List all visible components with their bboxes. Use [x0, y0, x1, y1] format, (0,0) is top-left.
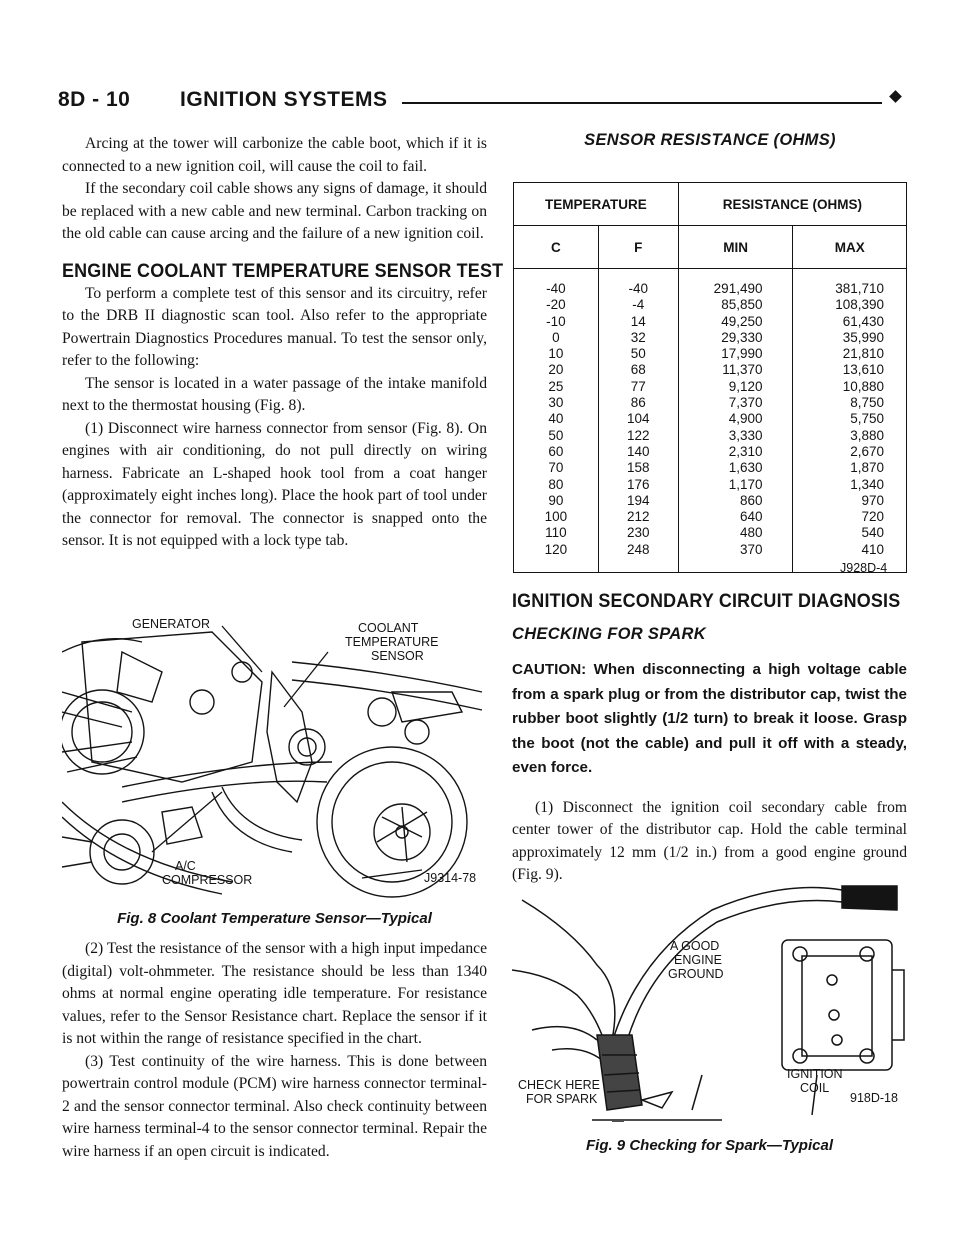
label-check: CHECK HERE	[518, 1078, 600, 1092]
page-section-title: IGNITION SYSTEMS	[180, 88, 388, 111]
table-title: SENSOR RESISTANCE (OHMS)	[584, 131, 836, 149]
caution-note: CAUTION: When disconnecting a high voltage cable from a spark plug or from the distributor cap, twist the rubber boot slightly (1/2 turn) to break it loose. Grasp the boot (not the cable) and pull it off with a steady, even force.	[512, 661, 907, 776]
table-cell: -40 -4 14 32 50 68 77 86 104 122 140 158 176 194 212 230 248	[598, 269, 678, 573]
diamond-icon	[889, 90, 902, 103]
column-header: MIN	[678, 226, 793, 269]
column-header: MAX	[793, 226, 907, 269]
coolant-sensor-illustration	[62, 612, 487, 902]
checking-spark-illustration	[512, 860, 907, 1122]
table-header: RESISTANCE (OHMS)	[678, 183, 906, 226]
figure-caption: Fig. 8 Coolant Temperature Sensor—Typical	[117, 910, 432, 927]
subsection-heading: CHECKING FOR SPARK	[512, 625, 706, 643]
header-rule	[402, 102, 882, 104]
paragraph: (1) Disconnect wire harness connector from sensor (Fig. 8). On engines with air conditioning, do not pull directly on wiring harness. Fabricate an L-shaped hook tool from a coat hanger (approximately eight inches long). Place the hook part of tool under the connector for removal. The connector is snapped onto the sensor. It is not equipped with a lock type tab.	[62, 419, 487, 549]
label-generator: GENERATOR	[132, 617, 211, 631]
label-coil: IGNITION	[787, 1067, 843, 1081]
table-code: J928D-4	[840, 561, 888, 575]
paragraph: (2) Test the resistance of the sensor with a high input impedance (digital) volt-ohmmeter. The resistance should be less than 1340 ohms at normal engine operating idle temperature. For resistance values, refer to the Sensor Resistance chart. Replace the sensor if it is not within the range of resistance specified in the chart.	[62, 940, 487, 1047]
paragraph: The sensor is located in a water passage of the intake manifold next to the thermostat housing (Fig. 8).	[62, 374, 487, 414]
table-cell: 291,490 85,850 49,250 29,330 17,990 11,370 9,120 7,370 4,900 3,330 2,310 1,630 1,170 860 640 480 370	[678, 269, 793, 573]
label-ground: ENGINE	[674, 953, 722, 967]
section-heading: ENGINE COOLANT TEMPERATURE SENSOR TEST	[62, 259, 504, 282]
figure-code: 918D-18	[850, 1091, 898, 1105]
left-column-top	[62, 133, 504, 553]
table-cell: -40 -20 -10 0 10 20 25 30 40 50 60 70 80 90 100 110 120	[514, 269, 599, 573]
sensor-resistance-table	[513, 182, 907, 573]
paragraph: If the secondary coil cable shows any signs of damage, it should be replaced with a new cable and new terminal. Carbon tracking on the old cable can cause arcing and the failure of a new ignition coil.	[62, 180, 487, 242]
paragraph: (1) Disconnect the ignition coil secondary cable from center tower of the distributor cap. Hold the cable terminal approximately 12 mm (1/2 in.) from a good engine ground (Fig. 9).	[512, 798, 907, 883]
label-ac: COMPRESSOR	[162, 873, 253, 887]
page-section-code: 8D - 10	[58, 88, 131, 111]
figure-caption: Fig. 9 Checking for Spark—Typical	[585, 1137, 833, 1154]
label-coolant: COOLANT	[358, 621, 419, 635]
table-header: TEMPERATURE	[514, 183, 679, 226]
figure-code: J9314-78	[424, 871, 477, 885]
figure-8	[62, 612, 487, 927]
label-ac: A/C	[175, 859, 196, 873]
label-coolant: TEMPERATURE	[345, 635, 439, 649]
paragraph: (3) Test continuity of the wire harness. This is done between powertrain control module (PCM) wire harness connector terminal-2 and the sensor connector terminal. Also check continuity between wire harness terminal-4 to the sensor connector terminal. Repair the wire harness if an open circuit is indicated.	[62, 1052, 487, 1160]
section-heading: IGNITION SECONDARY CIRCUIT DIAGNOSIS	[512, 590, 901, 612]
column-header: C	[514, 226, 599, 269]
table-cell: 381,710 108,390 61,430 35,990 21,810 13,610 10,880 8,750 5,750 3,880 2,670 1,870 1,340 970 720 540 410	[793, 269, 907, 573]
paragraph: To perform a complete test of this sensor and its circuitry, refer to the DRB II diagnostic scan tool. Also refer to the appropriate Powertrain Diagnostics Procedures manual. To test the sensor only, refer to the following:	[62, 284, 487, 369]
label-coolant: SENSOR	[371, 649, 424, 663]
page-header	[58, 86, 900, 116]
figure-9	[512, 860, 907, 1160]
paragraph: Arcing at the tower will carbonize the cable boot, which if it is connected to a new ignition coil, will cause the coil to fail.	[62, 135, 487, 175]
label-coil: COIL	[800, 1081, 830, 1095]
right-column	[512, 590, 907, 887]
column-header: F	[598, 226, 678, 269]
label-check: FOR SPARK	[526, 1092, 598, 1106]
label-ground: GROUND	[668, 967, 724, 981]
left-column-bottom	[62, 938, 487, 1163]
label-ground: A GOOD	[670, 939, 720, 953]
